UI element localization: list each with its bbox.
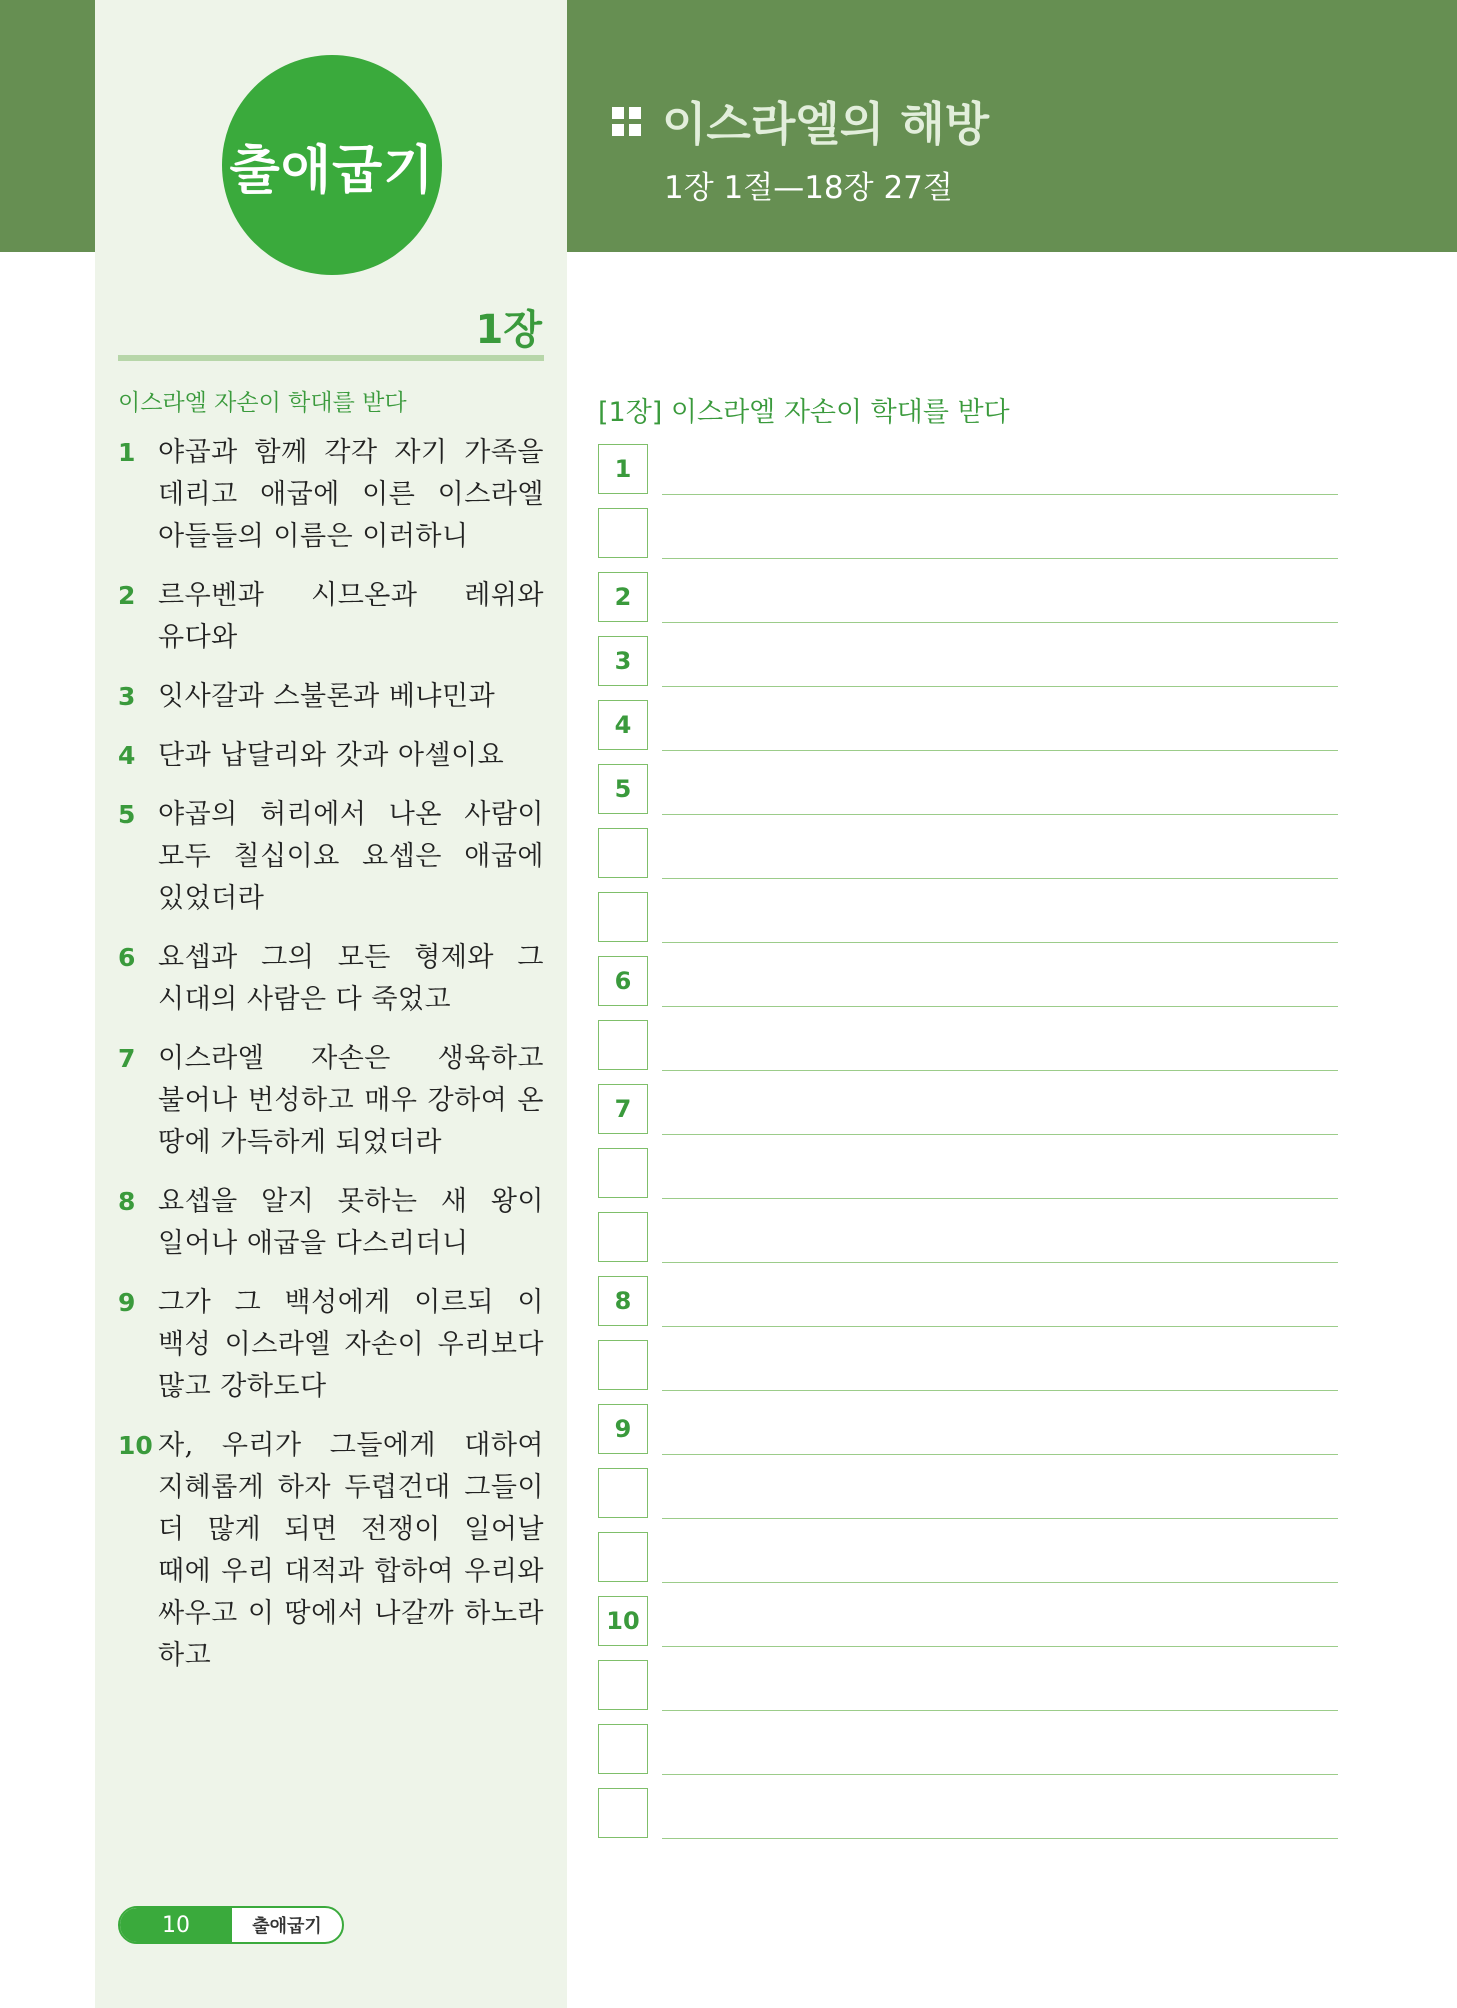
writing-line[interactable] bbox=[662, 1582, 1338, 1583]
chapter-divider bbox=[118, 355, 544, 361]
verse-number-box bbox=[598, 1788, 648, 1838]
writing-line[interactable] bbox=[662, 1710, 1338, 1711]
verse-item bbox=[118, 432, 544, 558]
verse-number-box: 5 bbox=[598, 764, 648, 814]
verse-text: 르우벤과 시므온과 레위와 유다와 bbox=[158, 580, 544, 653]
writing-line[interactable] bbox=[662, 878, 1338, 879]
verse-text: 야곱의 허리에서 나온 사람이 모두 칠십이요 요셉은 애굽에 있었더라 bbox=[158, 799, 544, 914]
section-range: 1장 1절—18장 27절 bbox=[664, 170, 953, 206]
top-left-accent-strip bbox=[0, 0, 95, 252]
verse-item bbox=[118, 937, 544, 1021]
verse-number-box bbox=[598, 1212, 648, 1262]
book-title: 출애굽기 bbox=[229, 140, 435, 201]
writing-line[interactable] bbox=[662, 1070, 1338, 1071]
writing-heading: [1장] 이스라엘 자손이 학대를 받다 bbox=[598, 397, 1010, 428]
verse-number-box bbox=[598, 1468, 648, 1518]
writing-row bbox=[598, 1660, 1338, 1724]
writing-line[interactable] bbox=[662, 1326, 1338, 1327]
verse-number-box bbox=[598, 1660, 648, 1710]
verse-item bbox=[118, 1181, 544, 1265]
verse-number-box bbox=[598, 892, 648, 942]
writing-row bbox=[598, 700, 1338, 764]
verse-item bbox=[118, 1038, 544, 1164]
verse-number-box: 7 bbox=[598, 1084, 648, 1134]
verse-list bbox=[118, 432, 544, 1694]
writing-row bbox=[598, 1340, 1338, 1404]
writing-row bbox=[598, 1532, 1338, 1596]
verse-number-box: 8 bbox=[598, 1276, 648, 1326]
writing-row bbox=[598, 1212, 1338, 1276]
verse-text: 잇사갈과 스불론과 베냐민과 bbox=[158, 681, 496, 712]
verse-number-box bbox=[598, 1532, 648, 1582]
writing-line[interactable] bbox=[662, 1006, 1338, 1007]
verse-number: 1 bbox=[118, 438, 136, 467]
verse-item bbox=[118, 1282, 544, 1408]
writing-line[interactable] bbox=[662, 1646, 1338, 1647]
writing-line[interactable] bbox=[662, 1838, 1338, 1839]
verse-text: 요셉을 알지 못하는 새 왕이 일어나 애굽을 다스리더니 bbox=[158, 1186, 544, 1259]
verse-text: 단과 납달리와 갓과 아셀이요 bbox=[158, 740, 505, 771]
verse-text: 자, 우리가 그들에게 대하여 지혜롭게 하자 두렵건대 그들이 더 많게 되면 전쟁이 일어날 때에 우리 대적과 합하여 우리와 싸우고 이 땅에서 나갈까 하노라 하고 bbox=[158, 1430, 544, 1671]
book-title-badge bbox=[222, 55, 442, 275]
writing-line[interactable] bbox=[662, 1262, 1338, 1263]
verse-text: 요셉과 그의 모든 형제와 그 시대의 사람은 다 죽었고 bbox=[158, 942, 544, 1015]
verse-number-box: 2 bbox=[598, 572, 648, 622]
writing-line[interactable] bbox=[662, 1390, 1338, 1391]
writing-row bbox=[598, 508, 1338, 572]
verse-number-box bbox=[598, 828, 648, 878]
writing-row bbox=[598, 828, 1338, 892]
verse-number: 7 bbox=[118, 1044, 136, 1073]
verse-number: 3 bbox=[118, 682, 136, 711]
writing-line[interactable] bbox=[662, 1134, 1338, 1135]
writing-line[interactable] bbox=[662, 1774, 1338, 1775]
verse-item bbox=[118, 794, 544, 920]
verse-number-box bbox=[598, 508, 648, 558]
writing-row bbox=[598, 764, 1338, 828]
verse-number-box bbox=[598, 1340, 648, 1390]
writing-row bbox=[598, 892, 1338, 956]
verse-number: 6 bbox=[118, 943, 136, 972]
writing-row bbox=[598, 1468, 1338, 1532]
writing-row bbox=[598, 1788, 1338, 1852]
writing-line[interactable] bbox=[662, 558, 1338, 559]
verse-number: 4 bbox=[118, 741, 136, 770]
verse-number-box: 6 bbox=[598, 956, 648, 1006]
writing-row bbox=[598, 1596, 1338, 1660]
verse-number-box: 9 bbox=[598, 1404, 648, 1454]
grid-icon bbox=[612, 107, 642, 137]
writing-line[interactable] bbox=[662, 942, 1338, 943]
verse-number-box bbox=[598, 1148, 648, 1198]
writing-row bbox=[598, 1276, 1338, 1340]
verse-number-box: 10 bbox=[598, 1596, 648, 1646]
verse-text: 야곱과 함께 각각 자기 가족을 데리고 애굽에 이른 이스라엘 아들들의 이름은 이러하니 bbox=[158, 437, 544, 552]
verse-number: 9 bbox=[118, 1288, 136, 1317]
verse-item bbox=[118, 735, 544, 777]
verse-text: 이스라엘 자손은 생육하고 불어나 번성하고 매우 강하여 온 땅에 가득하게 되었더라 bbox=[158, 1043, 544, 1158]
verse-number: 2 bbox=[118, 581, 136, 610]
writing-row bbox=[598, 572, 1338, 636]
writing-line[interactable] bbox=[662, 814, 1338, 815]
footer-book-title: 출애굽기 bbox=[252, 1916, 322, 1937]
writing-line[interactable] bbox=[662, 1198, 1338, 1199]
writing-area bbox=[598, 444, 1338, 1852]
verse-number-box: 1 bbox=[598, 444, 648, 494]
writing-line[interactable] bbox=[662, 622, 1338, 623]
writing-line[interactable] bbox=[662, 686, 1338, 687]
page-number: 10 bbox=[120, 1908, 232, 1942]
writing-row bbox=[598, 636, 1338, 700]
writing-line[interactable] bbox=[662, 750, 1338, 751]
verse-number-box bbox=[598, 1020, 648, 1070]
writing-row bbox=[598, 444, 1338, 508]
writing-row bbox=[598, 1724, 1338, 1788]
verse-number-box: 3 bbox=[598, 636, 648, 686]
writing-row bbox=[598, 1404, 1338, 1468]
writing-line[interactable] bbox=[662, 1518, 1338, 1519]
verse-number: 8 bbox=[118, 1187, 136, 1216]
chapter-number: 1장 bbox=[475, 307, 542, 353]
chapter-subheading: 이스라엘 자손이 학대를 받다 bbox=[118, 390, 407, 416]
verse-item bbox=[118, 676, 544, 718]
writing-row bbox=[598, 1148, 1338, 1212]
verse-number: 5 bbox=[118, 800, 136, 829]
section-title: 이스라엘의 해방 bbox=[662, 97, 990, 151]
verse-number-box: 4 bbox=[598, 700, 648, 750]
page-footer bbox=[118, 1906, 344, 1944]
writing-line[interactable] bbox=[662, 494, 1338, 495]
verse-text: 그가 그 백성에게 이르되 이 백성 이스라엘 자손이 우리보다 많고 강하도다 bbox=[158, 1287, 544, 1402]
writing-row bbox=[598, 1020, 1338, 1084]
writing-row bbox=[598, 1084, 1338, 1148]
verse-item bbox=[118, 1425, 544, 1677]
verse-number: 10 bbox=[118, 1431, 153, 1460]
writing-row bbox=[598, 956, 1338, 1020]
writing-line[interactable] bbox=[662, 1454, 1338, 1455]
verse-number-box bbox=[598, 1724, 648, 1774]
verse-item bbox=[118, 575, 544, 659]
